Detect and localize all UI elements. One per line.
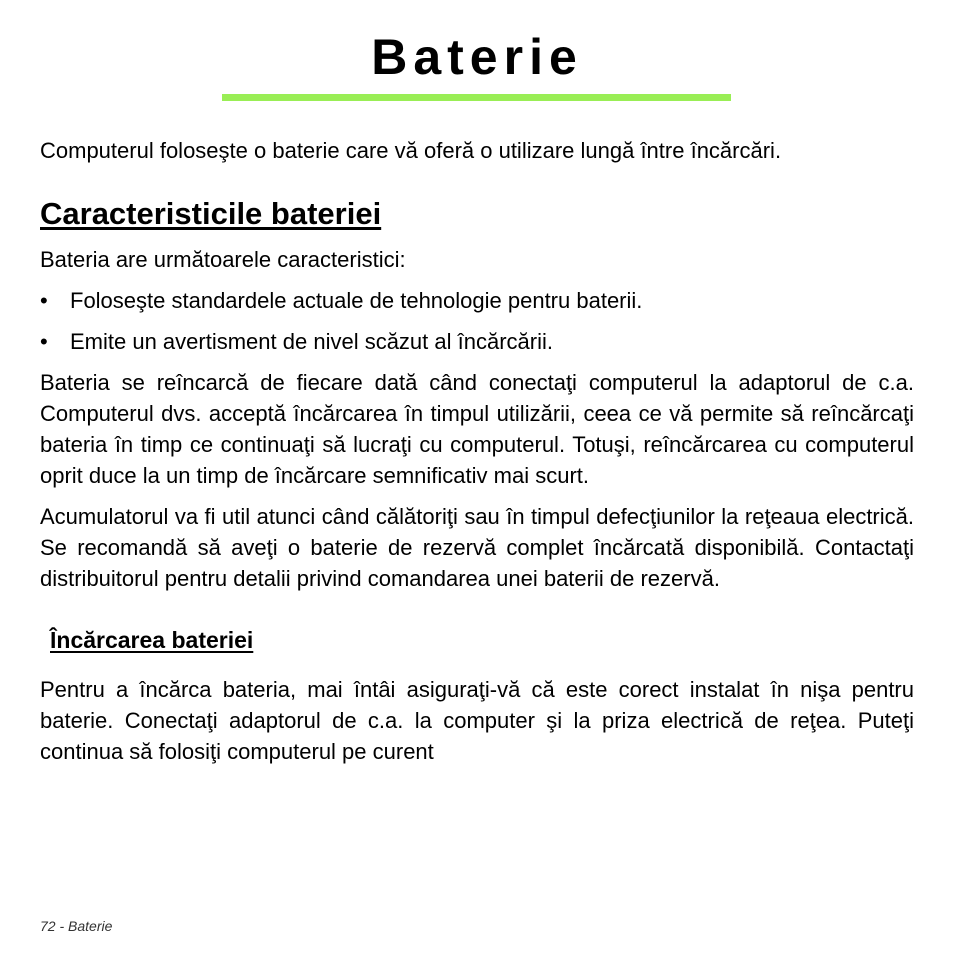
section-heading-characteristics: Caracteristicile bateriei (40, 196, 382, 231)
section-heading-charging: Încărcarea bateriei (50, 627, 254, 653)
intro-paragraph: Computerul foloseşte o baterie care vă oferă o utilizare lungă între încărcări. (40, 138, 782, 163)
characteristics-lead: Bateria are următoarele caracteristici: (40, 247, 406, 272)
page-content (40, 135, 914, 767)
recharge-paragraph: Bateria se reîncarcă de fiecare dată când conectaţi computerul la adaptorul de c.a. Computerul dvs. acceptă încărcarea în timpul utilizării, ceea ce vă permite să reîncărcaţi bateria în timp ce continuaţi să lucraţi cu computerul. Totuşi, reîncărcarea cu computerul oprit duce la un timp de încărcare semnificativ mai scurt. (40, 370, 914, 488)
list-item-text: Emite un avertisment de nivel scăzut al încărcării. (70, 329, 553, 354)
spare-battery-paragraph: Acumulatorul va fi util atunci când călătoriţi sau în timpul defecţiunilor la reţeaua electrică. Se recomandă să aveţi o baterie de rezervă complet încărcată disponibilă. Contactaţi distribuitorul pentru detalii privind comandarea unei baterii de rezervă. (40, 504, 914, 591)
page-footer: 72 - Baterie (40, 918, 113, 934)
list-item-text: Foloseşte standardele actuale de tehnologie pentru baterii. (70, 288, 643, 313)
list-item (40, 285, 914, 316)
charging-paragraph: Pentru a încărca bateria, mai întâi asiguraţi-vă că este corect instalat în nişa pentru baterie. Conectaţi adaptorul de c.a. la computer şi la priza electrică de reţea. Puteţi continua să folosiţi computerul pe curent (40, 677, 914, 764)
characteristics-list (40, 285, 914, 357)
page-title: Baterie (371, 29, 583, 85)
title-underline-bar (222, 94, 731, 101)
bullet-icon: • (40, 288, 48, 313)
bullet-icon: • (40, 329, 48, 354)
list-item (40, 326, 914, 357)
